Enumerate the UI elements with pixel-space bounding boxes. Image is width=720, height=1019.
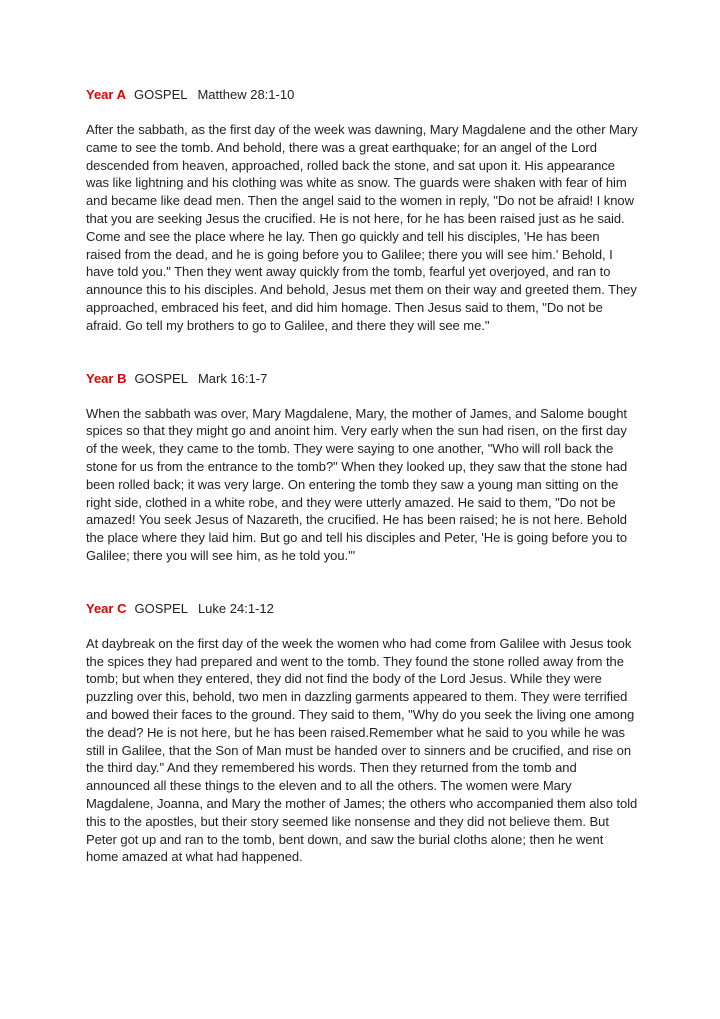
scripture-citation: Matthew 28:1-10 bbox=[197, 87, 295, 102]
reading-type-label: GOSPEL bbox=[134, 600, 188, 616]
reading-year-c bbox=[86, 600, 638, 866]
reading-type-label: GOSPEL bbox=[134, 370, 188, 386]
reading-text: When the sabbath was over, Mary Magdalene, Mary, the mother of James, and Salome bought spices so that they might go and anoint him. Very early when the sun had risen, on the first day of the week, they came to the tomb. They were saying to one another, "Who will roll back the stone for us from the entrance to the tomb?" When they looked up, they saw that the stone had been rolled back; it was very large. On entering the tomb they saw a young man sitting on the right side, clothed in a white robe, and they were utterly amazed. He said to them, "Do not be amazed! You seek Jesus of Nazareth, the crucified. He has been raised; he is not here. Behold the place where they laid him. But go and tell his disciples and Peter, 'He is going before you to Galilee; there you will see him, as he told you.'" bbox=[86, 405, 628, 563]
reading-heading bbox=[86, 600, 638, 617]
reading-year-a bbox=[86, 86, 638, 335]
reading-year-b bbox=[86, 370, 638, 565]
year-label: Year B bbox=[86, 370, 127, 386]
document-page bbox=[86, 86, 638, 866]
reading-type-label: GOSPEL bbox=[134, 87, 188, 102]
reading-heading bbox=[86, 370, 638, 387]
scripture-citation: Luke 24:1-12 bbox=[197, 600, 274, 616]
year-label: Year A bbox=[86, 87, 126, 102]
reading-heading bbox=[86, 86, 638, 103]
reading-text: After the sabbath, as the first day of the week was dawning, Mary Magdalene and the other Mary came to see the tomb. And behold, there was a great earthquake; for an angel of the Lord descended from heaven, approached, rolled back the stone, and sat upon it. His appearance was like lightning and his clothing was white as snow. The guards were shaken with fear of him and became like dead men. Then the angel said to the women in reply, "Do not be afraid! I know that you are seeking Jesus the crucified. He is not here, for he has been raised just as he said. Come and see the place where he lay. Then go quickly and tell his disciples, 'He has been raised from the dead, and he is going before you to Galilee; there you will see him.' Behold, I have told you." Then they went away quickly from the tomb, fearful yet overjoyed, and ran to announce this to his disciples. And behold, Jesus met them on their way and greeted them. They approached, embraced his feet, and did him homage. Then Jesus said to them, "Do not be afraid. Go tell my brothers to go to Galilee, and there they will see me." bbox=[86, 122, 638, 333]
year-label: Year C bbox=[86, 600, 127, 616]
scripture-citation: Mark 16:1-7 bbox=[197, 370, 268, 386]
reading-text: At daybreak on the first day of the week the women who had come from Galilee with Jesus took the spices they had prepared and went to the tomb. They found the stone rolled away from the tomb; but when they entered, they did not find the body of the Lord Jesus. While they were puzzling over this, behold, two men in dazzling garments appeared to them. They were terrified and bowed their faces to the ground. They said to them, "Why do you seek the living one among the dead? He is not here, but he has been raised.Remember what he said to you while he was still in Galilee, that the Son of Man must be handed over to sinners and be crucified, and rise on the third day." And they remembered his words. Then they returned from the tomb and announced all these things to the eleven and to all the others. The women were Mary Magdalene, Joanna, and Mary the mother of James; the others who accompanied them also told this to the apostles, but their story seemed like nonsense and they did not believe them. But Peter got up and ran to the tomb, bent down, and saw the burial cloths alone; then he went home amazed at what had happened. bbox=[86, 635, 638, 865]
